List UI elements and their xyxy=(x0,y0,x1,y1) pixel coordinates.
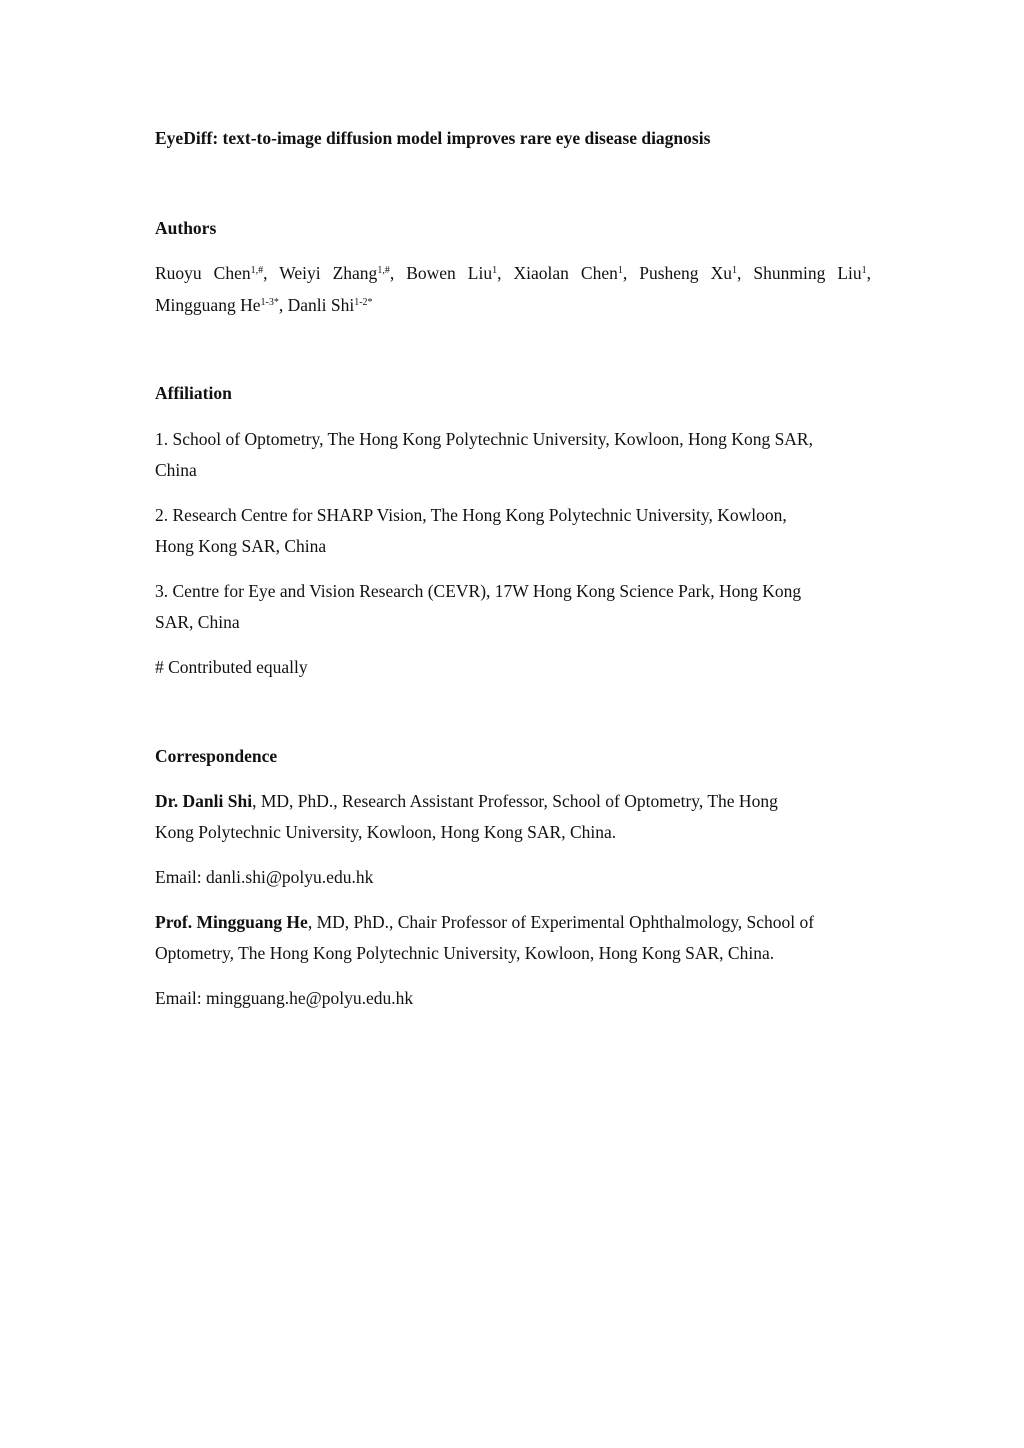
contact-name: Prof. Mingguang He xyxy=(155,912,308,932)
affiliation-line: SAR, China xyxy=(155,612,240,632)
contact-line xyxy=(155,786,871,817)
affiliation-item xyxy=(155,424,871,486)
author-affiliation-mark: 1 xyxy=(492,265,498,276)
author-affiliation-mark: 1 xyxy=(617,265,623,276)
author-affiliation-mark: 1 xyxy=(731,265,737,276)
author-separator: , xyxy=(263,263,280,283)
correspondence-contact xyxy=(155,786,871,848)
author-separator: , xyxy=(278,295,288,315)
author-affiliation-mark: 1,# xyxy=(250,265,264,276)
contact-email: Email: danli.shi@polyu.edu.hk xyxy=(155,867,374,887)
author-separator: , xyxy=(389,263,407,283)
author-separator: , xyxy=(866,263,872,283)
affiliation-line: Hong Kong SAR, China xyxy=(155,536,327,556)
affiliation-line: China xyxy=(155,460,197,480)
author-name: Mingguang He xyxy=(155,295,261,315)
contact-line: Kong Polytechnic University, Kowloon, Hong Kong SAR, China. xyxy=(155,822,617,842)
author-name: Ruoyu Chen xyxy=(155,263,251,283)
affiliation-item xyxy=(155,576,871,638)
contact-details: , MD, PhD., Chair Professor of Experimental Ophthalmology, School of xyxy=(307,912,815,932)
author-separator: , xyxy=(622,263,640,283)
contact-name: Dr. Danli Shi xyxy=(155,791,253,811)
affiliation-heading: Affiliation xyxy=(155,383,232,403)
contact-line: Optometry, The Hong Kong Polytechnic University, Kowloon, Hong Kong SAR, China. xyxy=(155,943,775,963)
author-affiliation-mark: 1-3* xyxy=(260,297,279,308)
authors-line-2 xyxy=(155,290,871,321)
author-name: Shunming Liu xyxy=(753,263,862,283)
authors-heading: Authors xyxy=(155,218,217,238)
correspondence-heading: Correspondence xyxy=(155,746,278,766)
author-affiliation-mark: 1 xyxy=(861,265,867,276)
affiliation-item xyxy=(155,500,871,562)
affiliation-line: 3. Centre for Eye and Vision Research (CEVR), 17W Hong Kong Science Park, Hong Kong xyxy=(155,581,802,601)
paper-title: EyeDiff: text-to-image diffusion model improves rare eye disease diagnosis xyxy=(155,128,711,148)
author-affiliation-mark: 1-2* xyxy=(354,297,373,308)
authors-line-1 xyxy=(155,258,871,289)
correspondence-contact xyxy=(155,907,871,969)
author-affiliation-mark: 1,# xyxy=(377,265,390,276)
contact-details: , MD, PhD., Research Assistant Professor, School of Optometry, The Hong xyxy=(252,791,778,811)
contributed-equally-note: # Contributed equally xyxy=(155,657,308,677)
author-name: Xiaolan Chen xyxy=(513,263,618,283)
affiliation-line: 2. Research Centre for SHARP Vision, The Hong Kong Polytechnic University, Kowloon, xyxy=(155,505,787,525)
contact-line xyxy=(155,907,871,938)
affiliation-line: 1. School of Optometry, The Hong Kong Polytechnic University, Kowloon, Hong Kong SAR, xyxy=(155,429,813,449)
contact-email: Email: mingguang.he@polyu.edu.hk xyxy=(155,988,414,1008)
author-name: Pusheng Xu xyxy=(639,263,732,283)
author-separator: , xyxy=(497,263,514,283)
author-separator: , xyxy=(736,263,754,283)
author-name: Danli Shi xyxy=(287,295,355,315)
author-name: Bowen Liu xyxy=(406,263,493,283)
author-name: Weiyi Zhang xyxy=(279,263,378,283)
